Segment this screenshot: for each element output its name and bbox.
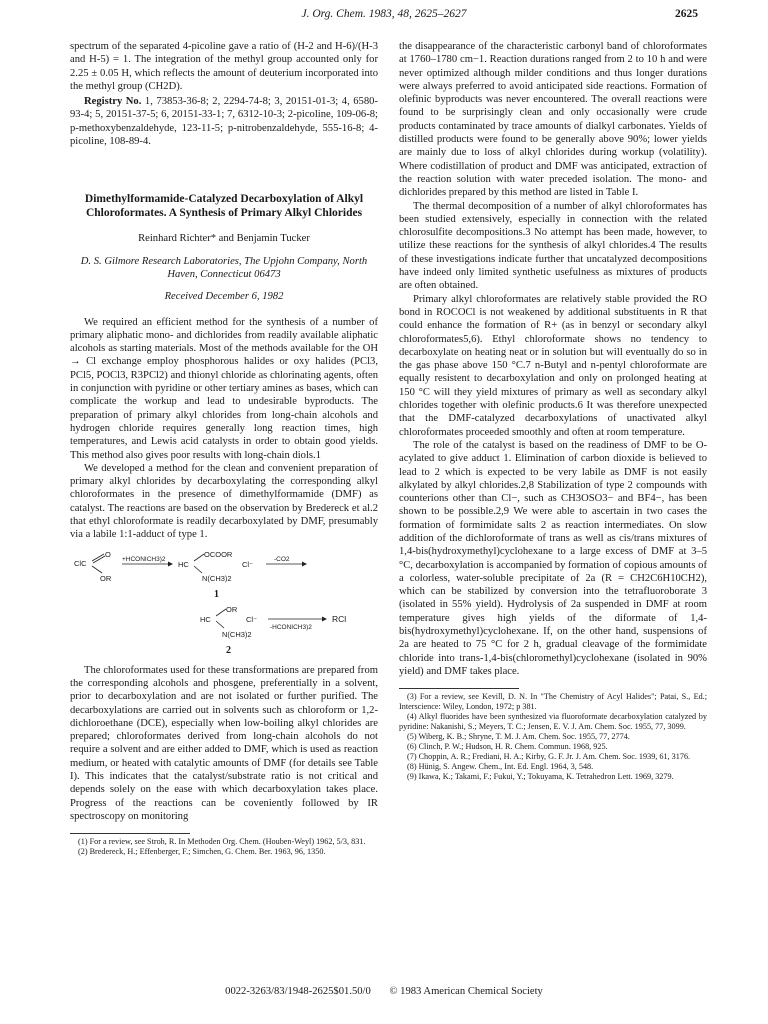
footnote-7: (7) Choppin, A. R.; Frediani, H. A.; Kirby, G. F. Jr. J. Am. Chem. Soc. 1939, 61, 3176. xyxy=(407,752,691,762)
species2-hc: HC xyxy=(200,614,211,624)
reactant-clc: ClC xyxy=(74,558,87,568)
right-paragraph-2: The thermal decomposition of a number of alkyl chloroformates has been studied extensively, especially in connection with the related chlorosulfite decompositions.3 No attempt has been made, however, to utilize these reactions for the synthesis of alkyl chlorides.4 The results of these investigations indicate further that uncatalyzed decompositions have indeed only limited synthetic usefulness as mixtures of products are often obtained. xyxy=(399,200,707,292)
footnote-9: (9) Ikawa, K.; Takami, F.; Fukui, Y.; Tokuyama, K. Tetrahedron Lett. 1969, 3279. xyxy=(407,772,674,782)
arrow2-label: -CO2 xyxy=(274,555,290,563)
footnote-2: (2) Bredereck, H.; Effenberger, F.; Simchen, G. Chem. Ber. 1963, 96, 1350. xyxy=(78,847,326,857)
right-paragraph-3: Primary alkyl chloroformates are relatively stable provided the RO bond in ROCOCl is not weakened by additional substituents in R that could enhance the formation of R+ (as in benzyl or secondary alkyl chloroformates5,6). Ethyl chloroformate shows no tendency to decarboxylate on heating neat or in solution but will eventually do so in the gas phase above 150 °C.7 n-Butyl and n-pentyl chloroformate are equally resistent to decarboxylation and only on prolonged heating at 150 °C will they yield mixtures of primary as well as secondary alkyl chlorides together with olefinic products.6 It was therefore unexpected that the DMF-catalyzed decarboxylations of unactivated alkyl chloroformates proceeded smoothly and often at room temperature. xyxy=(399,293,707,438)
right-paragraph-1: the disappearance of the characteristic carbonyl band of chloroformates at 1760–1780 cm−1. Reaction durations ranged from 2 to 10 h and were never optimized although milder conditions and thus longer durations were always preferred to avoid anticipated side reactions. Formation of olefinic byproducts was never encountered. The overall reactions were found to be surprisingly clean and only occasionally were crude products contaminated by trace amounts of dialkyl carbonates. Yields of distilled products were found to be generally above 90%; lower yields are mainly due to loss of alkyl chlorides during workup (volatility). Where codistillation of product and DMF was anticipated, extraction of the reaction solution with water preceded isolation. The mono- and dichlorides prepared by this method are listed in Table I. xyxy=(399,41,707,199)
received-date: Received December 6, 1982 xyxy=(164,291,284,303)
article-title: Dimethylformamide-Catalyzed Decarboxylation of Alkyl Chloroformates. A Synthesis of Primary Alkyl Chlorides xyxy=(84,193,364,220)
right-paragraph-4: The role of the catalyst is based on the readiness of DMF to be O-acylated to give adduct 1. Elimination of carbon dioxide is believed to lead to 2 which is expected to be very labile as DMF is not easily alkylated by alkyl chlorides.2,8 Stabilization of type 2 compounds with counterions other than Cl−, such as CH3OSO3− and BF4−, has been shown to be possible.2,9 We were able to ascertain in two cases the formation of formimidate salts 2 as reaction intermediates. On slow addition of the dichloroformate of trans as well as cis/trans mixtures of 1,4-bis(hydroxymethyl)cyclohexane to a large excess of DMF at 3–5 °C, decarboxylation is accompanied by formation of copious amounts of a colorless, water-soluble precipitate of 2a (R = CH2C6H10CH2), which can be stabilized by conversion into the tetrafluoroborate 3 (isolated in 55% yield). Hydrolysis of 2a suspended in DMF at room temperature gives high yields of the diformate of 1,4-bis(hydroxymethyl)cyclohexane. If, on the other hand, suspensions of 2a are heated to 75 °C for 2 h, gradual cleavage of the formimidate chloride into trans-1,4-bis(chloromethyl)cyclohexane (isolated in 90% yield) and DMF takes place. xyxy=(399,439,707,677)
arrow3-label: -HCONICH3)2 xyxy=(270,623,312,631)
compound-label-2: 2 xyxy=(226,644,231,656)
reaction-scheme xyxy=(70,548,378,660)
registry-label: Registry No. xyxy=(84,96,142,108)
left-column xyxy=(70,40,378,857)
continuation-paragraph: spectrum of the separated 4-picoline gave a ratio of (H-2 and H-6)/(H-3 and H-5) = 1. The integration of the methyl group accounted only for 2.25 ± 0.05 H, which reflects the amount of deuterium incorporated into the methyl group (CH2D). xyxy=(70,41,378,92)
registry-text: 1, 73853-36-8; 2, 2294-74-8; 3, 20151-01-3; 4, 6580-93-4; 5, 20151-37-5; 6, 20151-33-1; 7, 6312-10-3; 2-picoline, 109-06-8; p-methoxybenzaldehyde, 123-11-5; p-nitrobenzaldehyde, 555-16-8; 4-picoline, 108-89-4. xyxy=(70,96,378,148)
body-paragraph-2: We developed a method for the clean and convenient preparation of primary alkyl chlorides by decarboxylating the corresponding alkyl chloroformates in the presence of dimethylformamide (DMF) as catalyst. The reactions are based on the observation by Bredereck et al.2 that ethyl chloroformate is readily decarboxylated by DMF, presumably via a labile 1:1-adduct of type 1. xyxy=(70,462,378,541)
left-footnotes xyxy=(70,837,378,857)
right-column xyxy=(399,40,707,782)
scheme-bonds xyxy=(70,548,378,660)
footnote-divider xyxy=(399,688,519,689)
adduct1-chloride: Cl⁻ xyxy=(242,559,254,569)
footnote-1: (1) For a review, see Stroh, R. In Methoden Org. Chem. (Houben-Weyl) 1962, 5/3, 831. xyxy=(78,837,366,847)
footnote-divider xyxy=(70,833,190,834)
body-paragraph-3: The chloroformates used for these transformations are prepared from the corresponding alcohols and phosgene, preferentially in a solvent, prior to decarboxylation and are not isolated or further purified. The decarboxylations are carried out in solvents such as chloroform or 1,2-dichloroethane (DCE), especially when low-boiling alkyl chlorides are prepared; chloroformates derived from long-chain alcohols do not require a solvent and are either added to DMF, which is used as reaction medium, or heated with catalytic amounts of DMF (for details see Table I). This indicates that the catalyst/substrate ratio is not critical and depends solely on the ease with which decarboxylation takes place. Progress of the reactions can be coveniently followed by IR spectroscopy on monitoring xyxy=(70,664,378,822)
footnote-4: (4) Alkyl fluorides have been synthesized via fluoroformate decarboxylation catalyzed by pyridine: Nakanishi, S.; Meyers, T. C.; Jensen, E. V. J. Am. Chem. Soc. 1955, 77, 3099. xyxy=(399,712,707,732)
species2-nme2: N(CH3)2 xyxy=(222,629,252,639)
adduct1-nme2: N(CH3)2 xyxy=(202,573,232,583)
page-number: 2625 xyxy=(675,8,698,20)
copyright-notice: © 1983 American Chemical Society xyxy=(389,986,543,997)
species2-or: OR xyxy=(226,604,238,614)
reactant-oxygen: O xyxy=(105,549,111,559)
arrow1-reagent: +HCONICH3)2 xyxy=(122,555,166,563)
running-head xyxy=(0,8,768,26)
registry-numbers xyxy=(70,95,378,148)
journal-citation: J. Org. Chem. 1983, 48, 2625–2627 xyxy=(301,8,467,20)
article-code: 0022-3263/83/1948-2625$01.50/0 xyxy=(225,986,371,997)
reactant-or: OR xyxy=(100,573,112,583)
article-affiliation: D. S. Gilmore Research Laboratories, The Upjohn Company, North Haven, Connecticut 06473 xyxy=(80,255,368,280)
species2-chloride: Cl⁻ xyxy=(246,614,258,624)
article-authors: Reinhard Richter* and Benjamin Tucker xyxy=(138,233,310,245)
footnote-5: (5) Wiberg, K. B.; Shryne, T. M. J. Am. Chem. Soc. 1955, 77, 2774. xyxy=(407,732,630,742)
compound-label-1: 1 xyxy=(214,588,219,600)
footnote-6: (6) Clinch, P. W.; Hudson, H. R. Chem. Commun. 1968, 925. xyxy=(407,742,608,752)
footnote-3: (3) For a review, see Kevill, D. N. In "The Chemistry of Acyl Halides"; Patai, S., Ed.; Interscience: Wiley, London, 1972; p 381. xyxy=(399,692,707,712)
product-rcl: RCl xyxy=(332,613,347,624)
adduct1-hc: HC xyxy=(178,559,189,569)
adduct1-ocoor: OCOOR xyxy=(204,549,233,559)
right-footnotes xyxy=(399,692,707,782)
page-footer xyxy=(0,986,768,997)
body-paragraph-1: We required an efficient method for the synthesis of a number of primary aliphatic mono- and dichlorides from readily available aliphatic alcohols as starting materials. Most of the methods available for the OH → Cl exchange employ phosphorous halides or oxy halides (PCl3, PCl5, POCl3, R3PCl2) and thionyl chloride as chlorinating agents, often in conjunction with pyridine or other tertiary amines as bases, which can complicate the workup and lead to undesirable byproducts. The preparation of primary alkyl chlorides from long-chain alcohols and hydrogen chloride requires generally long reaction times, high temperatures, and Lewis acid catalysts in order to obtain good yields. This method also gives poor results with long-chain diols.1 xyxy=(70,316,378,461)
footnote-8: (8) Hünig, S. Angew. Chem., Int. Ed. Engl. 1964, 3, 548. xyxy=(407,762,594,772)
